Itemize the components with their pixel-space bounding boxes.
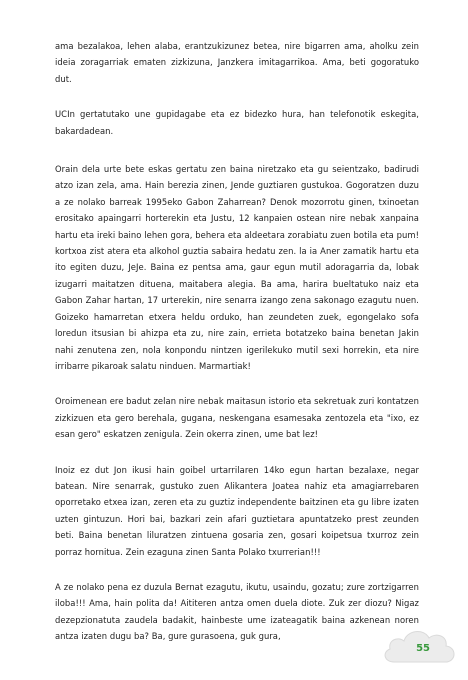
paragraph: Oroimenean ere badut zelan nire nebak maitasun istorio eta sekretuak zuri kontatzen zizkizuen eta gero berehala, gugana, neskengana esamesaka zentozela eta "ixo, ez esan gero" eskatzen zenigula. Zein okerra zinen, ume bat lez! <box>55 396 419 440</box>
page-number: 55 <box>416 643 430 654</box>
paragraph: Orain dela urte bete eskas gertatu zen baina niretzako eta gu seientzako, badirudi atzo izan zela, ama. Hain berezia zinen, Jende guztiaren gustukoa. Gogoratzen duzu a ze nolako barreak 1995eko Gabon Zaharrean? Denok mozorrotu ginen, txinoetan erositako apaingarri horterekin eta Justu, 12 kanpaien ostean nire nebak xanpaina hartu eta ireki baino lehen gora, behera eta aldeetara zorabiatu zuen botila eta pum! kortxoa zist atera eta alkohol guztia sabaira hedatu zen. la ia Aner zamatik hartu eta ito egiten duzu, JeJe. Baina ez pentsa ama, gaur egun mutil adoragarria da, lobak izugarri maitatzen dituena, maitabera alegia. Ba ama, harira bueltatuko naiz eta Gabon Zahar hartan, 17 urterekin, nire senarra izango zena sakonago ezagutu nuen. Goizeko hamarretan etxera heldu orduko, han zeundeten zuek, egongelako sofa loredun itsusian bi ahizpa eta zu, nire zain, errieta botatzeko baina benetan Jakin nahi zenutena zen, nola konpondu nintzen igerilekuko mutil sexi horrekin, eta nire irribarre pikaroak salatu ninduen. Marmartiak! <box>55 164 419 371</box>
paragraph: A ze nolako pena ez duzula Bernat ezagutu, ikutu, usaindu, gozatu; zure zortzigarren iloba!!! Ama, hain polita da! Aititeren antza omen duela diote. Zuk zer diozu? Nigaz dezepzionatuta zaudela badakit, hainbeste ume izateagatik baina azkenean noren antza izaten dugu ba? Ba, gure gurasoena, guk gura, <box>55 581 419 642</box>
paragraph: Inoiz ez dut Jon ikusi hain goibel urtarrilaren 14ko egun hartan bezalaxe, negar batean. Nire senarrak, gustuko zuen Alikantera Joatea nahiz eta amagiarrebaren oporretako etxea izan, zeren eta zu guztiz independente baitzinen eta gu libre izaten uzten gintuzun. Hori bai, bazkari zein afari guztietara apuntatzeko prest zeunden beti. Baina benetan liluratzen zintuena gosaria zen, gosari koipetsua txurroz zein porraz hornitua. Zein ezaguna zinen Santa Polako txurrerian!!! <box>55 464 419 557</box>
page-text <box>55 38 419 664</box>
paragraph: UCIn gertatutako une gupidagabe eta ez bidezko hura, han telefonotik eskegita, bakardadean. <box>55 109 419 136</box>
paragraph: ama bezalakoa, lehen alaba, erantzukizunez betea, nire bigarren ama, aholku zein ideia zoragarriak ematen zizkizuna, Janzkera imitagarrikoa. Ama, beti gogoratuko dut. <box>55 41 419 84</box>
